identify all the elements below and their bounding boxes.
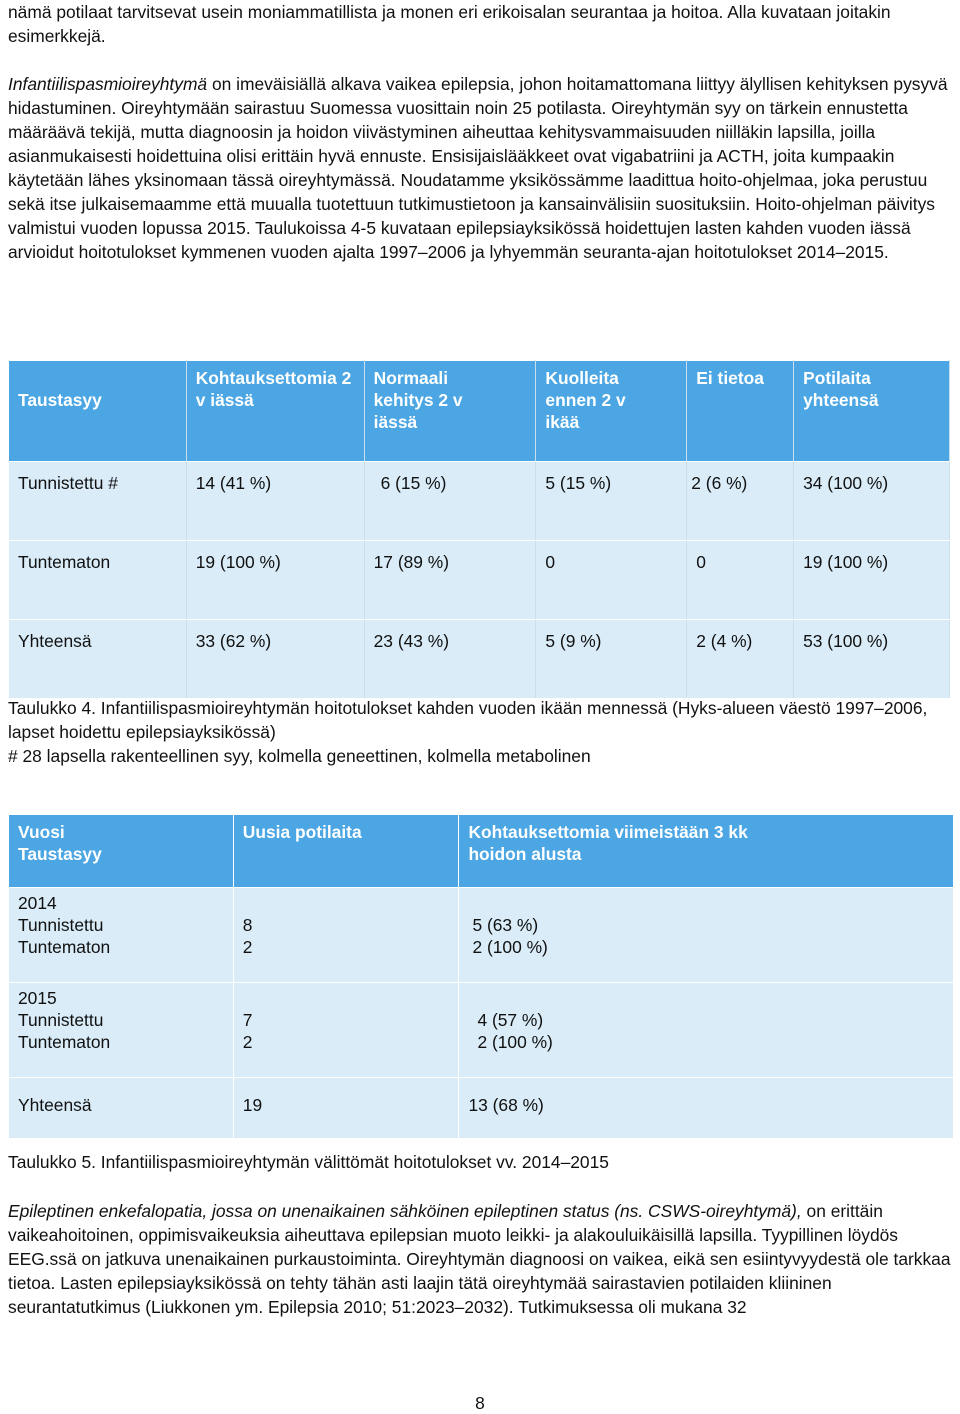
cause-unknown: Tuntematon: [18, 937, 111, 957]
table-cell: 2 (4 %): [696, 631, 753, 651]
table-cell: Tunnistettu #: [18, 473, 118, 493]
table-cell: 33 (62 %): [195, 631, 272, 651]
header-cell: Vuosi Taustasyy: [18, 822, 102, 864]
new-patients-unknown: 2: [242, 1032, 253, 1052]
table-5: [8, 814, 954, 1139]
table-cell: Yhteensä: [18, 631, 92, 651]
table-cell: 5 (15 %): [545, 473, 612, 493]
cause-known: Tunnistettu: [18, 915, 104, 935]
table-cell: 19 (100 %): [195, 552, 281, 572]
header-cell: Kuolleita ennen 2 v ikää: [545, 368, 626, 432]
new-patients-unknown: 2: [242, 937, 253, 957]
term-csws: Epileptinen enkefalopatia, jossa on unenaikainen sähköinen epileptinen status (ns. CSWS-oireyhtymä),: [8, 1201, 802, 1221]
table-cell: 0: [545, 552, 556, 572]
table-row: [9, 620, 950, 699]
table-cell: 19: [242, 1095, 263, 1115]
table-row: [9, 541, 950, 620]
table-cell: 53 (100 %): [803, 631, 889, 651]
seizure-free-unknown: 2 (100 %): [477, 1032, 553, 1052]
table-row: [9, 1078, 954, 1139]
table-row: [9, 888, 954, 983]
table-4-caption: Taulukko 4. Infantiilispasmioireyhtymän hoitotulokset kahden vuoden ikään mennessä (Hyks-alueen väestö 1997–2006, lapset hoidettu epilepsiayksikössä): [8, 698, 928, 742]
infantile-spasm-paragraph: [8, 72, 954, 264]
table-cell: Yhteensä: [18, 1095, 92, 1115]
table-cell: 2 (6 %): [691, 473, 748, 493]
table-row: [9, 462, 950, 541]
table-cell: 14 (41 %): [195, 473, 272, 493]
table-row: [9, 983, 954, 1078]
table-cell: 13 (68 %): [468, 1095, 544, 1115]
year-label: 2014: [18, 893, 57, 913]
header-cell: Kohtauksettomia viimeistään 3 kk hoidon alusta: [468, 822, 748, 864]
cause-known: Tunnistettu: [18, 1010, 104, 1030]
table-cell: 6 (15 %): [380, 473, 447, 493]
table-5-caption: Taulukko 5. Infantiilispasmioireyhtymän välittömät hoitotulokset vv. 2014–2015: [8, 1152, 609, 1172]
table-header-row: [9, 361, 950, 462]
seizure-free-unknown: 2 (100 %): [472, 937, 548, 957]
table-cell: 23 (43 %): [373, 631, 450, 651]
table-cell: 34 (100 %): [803, 473, 889, 493]
page-number: 8: [475, 1393, 485, 1413]
header-cell: Uusia potilaita: [242, 822, 362, 842]
table-cell: 5 (9 %): [545, 631, 602, 651]
table-cell: 19 (100 %): [803, 552, 889, 572]
term-infantile-spasm: Infantiilispasmioireyhtymä: [8, 74, 208, 94]
cause-unknown: Tuntematon: [18, 1032, 111, 1052]
year-label: 2015: [18, 988, 57, 1008]
new-patients-known: 7: [242, 1010, 253, 1030]
table-4-footnote: # 28 lapsella rakenteellinen syy, kolmella geneettinen, kolmella metabolinen: [8, 746, 591, 766]
intro-paragraph: nämä potilaat tarvitsevat usein moniammatillista ja monen eri erikoisalan seurantaa ja hoitoa. Alla kuvataan joitakin esimerkkejä.: [8, 2, 891, 46]
table-header-row: [9, 815, 954, 888]
paragraph-body: on erittäin vaikeahoitoinen, oppimisvaikeuksia aiheuttava epilepsian muoto leikki- ja alakouluikäisillä lapsilla. Tyypillinen löydös EEG.ssä on jatkuva unenaikainen purkaustoiminta. Oireyhtymän diagnoosi on vaikea, eikä sen esiintyvyydestä ole tarkkaa tietoa. Lasten epilepsiayksikössä on tehty tähän asti laajin tätä oireyhtymää sairastavien potilaiden kliininen seurantatutkimus (Liukkonen ym. Epilepsia 2010; 51:2023–2032). Tutkimuksessa oli mukana 32: [8, 1201, 951, 1317]
table-cell: 17 (89 %): [373, 552, 450, 572]
header-cell: Potilaita yhteensä: [803, 368, 879, 410]
seizure-free-known: 5 (63 %): [472, 915, 539, 935]
new-patients-known: 8: [242, 915, 253, 935]
header-cell: Kohtauksettomia 2 v iässä: [195, 368, 352, 410]
paragraph-body: on imeväisiällä alkava vaikea epilepsia, johon hoitamattomana liittyy älyllisen kehityksen pysyvä hidastuminen. Oireyhtymään sairastuu Suomessa vuosittain noin 25 potilasta. Oireyhtymän syy on tärkein ennustetta määräävä tekijä, mutta diagnoosin ja hoidon viivästyminen aiheuttaa kehitysvammaisuuden niilläkin lapsilla, joilla asianmukaisesti hoidettuina olisi erittäin hyvä ennuste. Ensisijaislääkkeet ovat vigabatriini ja ACTH, joita kumpaakin käytetään lähes yksinomaan tässä oireyhtymässä. Noudatamme yksikössämme laadittua hoito-ohjelmaa, joka perustuu sekä itse julkaisemaamme että muualla tuotettuun tutkimustietoon ja kansainvälisiin suosituksiin. Hoito-ohjelman päivitys valmistui vuoden lopussa 2015. Taulukoissa 4-5 kuvataan epilepsiayksikössä hoidettujen lasten kahden vuoden iässä arvioidut hoitotulokset kymmenen vuoden ajalta 1997–2006 ja lyhyemmän seuranta-ajan hoitotulokset 2014–2015.: [8, 74, 948, 262]
header-cell: Normaali kehitys 2 v iässä: [373, 368, 463, 432]
header-cell: Ei tietoa: [696, 368, 764, 388]
table-cell: 0: [696, 552, 706, 572]
header-cell: Taustasyy: [18, 390, 102, 410]
table-4: [8, 360, 950, 699]
csws-paragraph: [8, 1199, 954, 1319]
seizure-free-known: 4 (57 %): [477, 1010, 544, 1030]
table-cell: Tuntematon: [18, 552, 111, 572]
